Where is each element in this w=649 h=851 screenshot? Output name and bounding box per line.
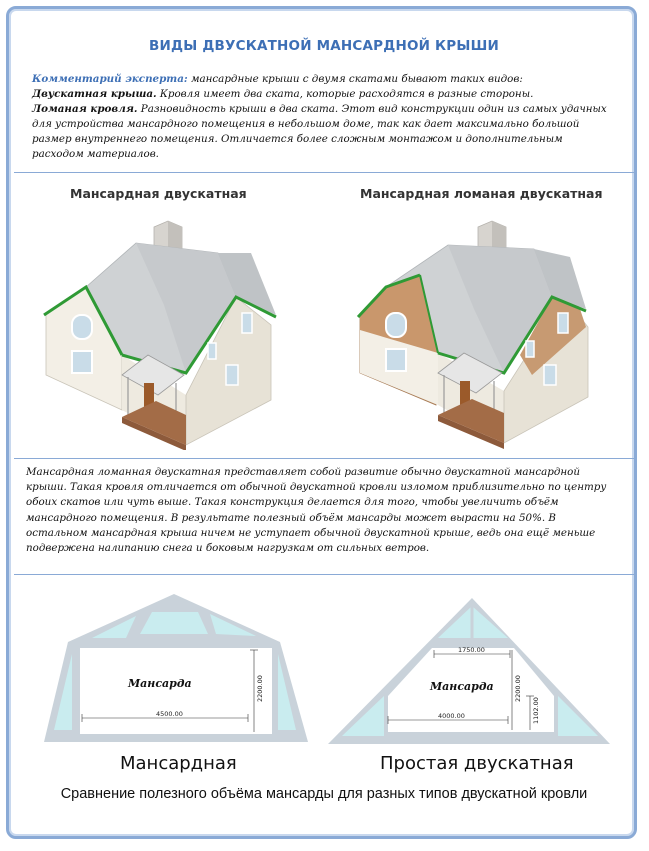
divider-middle-bottom (14, 574, 634, 575)
left-room-label: Мансарда (128, 677, 192, 690)
comparison-caption: Сравнение полезного объёма мансарды для разных типов двускатной кровли (60, 786, 588, 802)
page-title: ВИДЫ ДВУСКАТНОЙ МАНСАРДНОЙ КРЫШИ (149, 38, 499, 54)
gable-text: Кровля имеет два ската, которые расходятся в разные стороны. (156, 88, 534, 100)
right-side-dimension: 1102.00 (532, 697, 540, 724)
broken-text: Разновидность крыши в два ската. Этот вид конструкции один из самых удачных для устройства мансардного помещения в небольшом доме, так как дает максимально большой размер внутреннего помещения. Отличается более сложным монтажом и дополнительным расходом материалов. (32, 103, 607, 160)
right-diagram-label: Простая двускатная (380, 753, 574, 774)
expert-comment-text: мансардные крыши с двумя скатами бывают таких видов: (187, 73, 523, 85)
broken-roof-description: Мансардная ломанная двускатная представляет собой развитие обычно двускатной мансардной крыши. Такая кровля отличается от обычной двускатной кровли изломом приблизительно по центру обоих скатов или чуть выше. Такая конструкция делается для того, чтобы увеличить объём мансардного помещения. В результате полезный объём мансарды может вырасти на 50%. В остальном мансардная крыша ничем не уступает обычной двускатной крыше, ведь она ещё меньше подвержена налипанию снега и боковым нагрузкам от сильных ветров. (26, 466, 607, 555)
mansard-cross-section (40, 590, 312, 750)
divider-middle-top (14, 458, 634, 459)
expert-comment (32, 72, 612, 162)
left-height-dimension: 2200.00 (256, 675, 264, 702)
left-house-label: Мансардная двускатная (70, 186, 247, 201)
broken-mansard-house-illustration (356, 205, 606, 450)
left-width-dimension: 4500.00 (156, 710, 183, 718)
gable-cross-section (326, 592, 612, 750)
left-diagram-label: Мансардная (120, 753, 237, 774)
right-top-dimension: 1750.00 (458, 646, 485, 654)
broken-label: Ломаная кровля. (32, 103, 138, 115)
gable-house-illustration (36, 205, 286, 450)
right-house-label: Мансардная ломаная двускатная (360, 186, 603, 201)
gable-label: Двускатная крыша. (32, 88, 157, 100)
divider-top (14, 172, 634, 173)
right-room-label: Мансарда (430, 680, 494, 693)
expert-comment-label: Комментарий эксперта: (32, 73, 188, 85)
right-width-dimension: 4000.00 (438, 712, 465, 720)
right-height-dimension: 2200.00 (514, 675, 522, 702)
